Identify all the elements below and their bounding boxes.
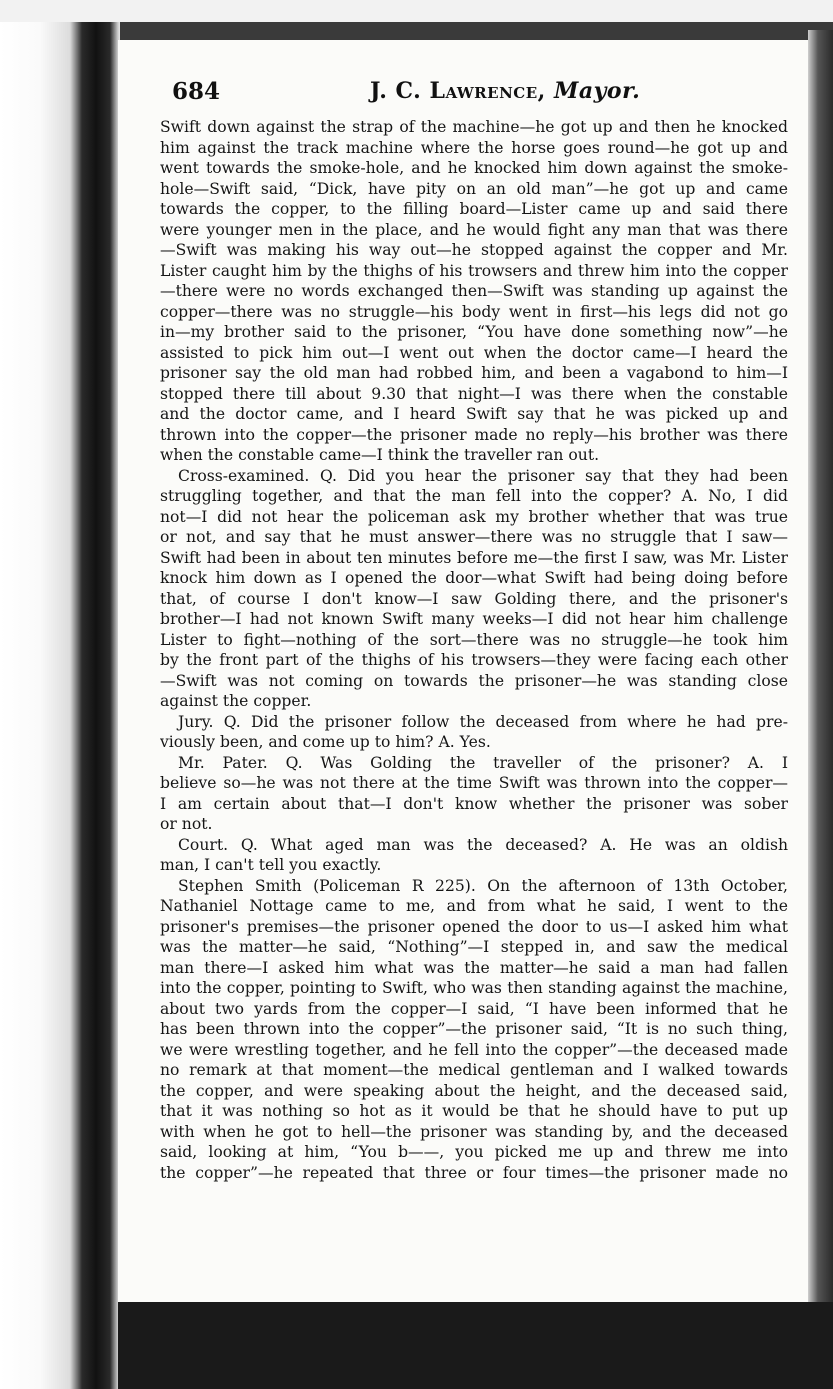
text-line: went towards the smoke-hole, and he knocked him down against the smoke- bbox=[160, 159, 788, 177]
text-line: assisted to pick him out—I went out when the doctor came—I heard the bbox=[160, 343, 788, 362]
text-line: was the matter—he said, “Nothing”—I stepped in, and saw the medical bbox=[160, 938, 788, 956]
text-line: Nathaniel Nottage came to me, and from what he said, I went to the bbox=[160, 897, 788, 915]
cross-examined-line: Cross-examined. Q. Did you hear the prisoner say that they had been bbox=[178, 466, 788, 485]
text-line: that, of course I don't know—I saw Golding there, and the prisoner's bbox=[160, 589, 788, 608]
text-line: were younger men in the place, and he would fight any man that was there bbox=[160, 220, 788, 239]
text-line: man there—I asked him what was the matter—he said a man had fallen bbox=[160, 958, 788, 977]
text-line: Swift down against the strap of the machine—he got up and then he knocked bbox=[160, 118, 788, 136]
book-gutter bbox=[0, 22, 120, 1389]
text-line: against the copper. bbox=[160, 692, 312, 710]
text-line: and the doctor came, and I heard Swift say that he was picked up and bbox=[160, 405, 788, 423]
text-line: —Swift was not coming on towards the prisoner—he was standing close bbox=[160, 671, 788, 690]
text-line: has been thrown into the copper”—the prisoner said, “It is no such thing, bbox=[160, 1020, 788, 1038]
text-line: believe so—he was not there at the time Swift was thrown into the copper— bbox=[160, 774, 788, 792]
text-line: I am certain about that—I don't know whether the prisoner was sober bbox=[160, 794, 788, 813]
text-line: brother—I had not known Swift many weeks—I did not hear him challenge bbox=[160, 610, 788, 628]
running-head-title: Mayor. bbox=[554, 78, 641, 104]
stephen-smith-line: Stephen Smith (Policeman R 225). On the afternoon of 13th October, bbox=[178, 876, 788, 895]
jury-line: Jury. Q. Did the prisoner follow the deceased from where he had pre- bbox=[178, 712, 788, 731]
running-head-name: Lawrence, bbox=[429, 78, 546, 104]
text-line: Lister caught him by the thighs of his trowsers and threw him into the copper bbox=[160, 261, 788, 280]
text-line: or not, and say that he must answer—there was no struggle that I saw— bbox=[160, 528, 788, 546]
text-line: Lister to fight—nothing of the sort—there was no struggle—he took him bbox=[160, 630, 788, 649]
text-line: him against the track machine where the horse goes round—he got up and bbox=[160, 138, 788, 157]
mr-pater-line: Mr. Pater. Q. Was Golding the traveller of the prisoner? A. I bbox=[178, 753, 788, 772]
text-line: knock him down as I opened the door—what Swift had being doing before bbox=[160, 569, 788, 587]
page-number: 684 bbox=[172, 78, 221, 105]
text-line: with when he got to hell—the prisoner was standing by, and the deceased bbox=[160, 1122, 788, 1141]
text-line: or not. bbox=[160, 815, 213, 833]
text-line: no remark at that moment—the medical gentleman and I walked towards bbox=[160, 1061, 788, 1079]
text-line: copper—there was no struggle—his body went in first—his legs did not go bbox=[160, 302, 788, 321]
text-line: in—my brother said to the prisoner, “You have done something now”—he bbox=[160, 323, 788, 341]
text-line: when the constable came—I think the traveller ran out. bbox=[160, 446, 600, 464]
page-header bbox=[172, 72, 792, 112]
text-line: not—I did not hear the policeman ask my brother whether that was true bbox=[160, 507, 788, 526]
text-line: by the front part of the thighs of his trowsers—they were facing each other bbox=[160, 651, 788, 669]
text-line: we were wrestling together, and he fell into the copper”—the deceased made bbox=[160, 1040, 788, 1059]
text-line: said, looking at him, “You b——, you picked me up and threw me into bbox=[160, 1143, 788, 1161]
running-head bbox=[370, 78, 640, 104]
text-line: prisoner say the old man had robbed him, and been a vagabond to him—I bbox=[160, 364, 788, 382]
text-line: the copper, and were speaking about the height, and the deceased said, bbox=[160, 1081, 788, 1100]
text-line: towards the copper, to the filling board—Lister came up and said there bbox=[160, 200, 788, 218]
page-right-edge bbox=[808, 30, 833, 1389]
text-line: the copper”—he repeated that three or four times—the prisoner made no bbox=[160, 1163, 788, 1182]
text-line: prisoner's premises—the prisoner opened the door to us—I asked him what bbox=[160, 917, 788, 936]
text-line: man, I can't tell you exactly. bbox=[160, 856, 382, 874]
court-line: Court. Q. What aged man was the deceased? A. He was an oldish bbox=[178, 835, 788, 854]
text-line: stopped there till about 9.30 that night—I was there when the constable bbox=[160, 384, 788, 403]
running-head-prefix: J. C. bbox=[370, 78, 430, 104]
text-line: hole—Swift said, “Dick, have pity on an old man”—he got up and came bbox=[160, 179, 788, 198]
text-line: Swift had been in about ten minutes before me—the first I saw, was Mr. Lister bbox=[160, 548, 788, 567]
text-line: that it was nothing so hot as it would be that he should have to put up bbox=[160, 1102, 788, 1120]
text-line: —there were no words exchanged then—Swift was standing up against the bbox=[160, 282, 788, 300]
text-line: about two yards from the copper—I said, “I have been informed that he bbox=[160, 999, 788, 1018]
text-line: into the copper, pointing to Swift, who was then standing against the machine, bbox=[160, 979, 788, 997]
testimony-text bbox=[160, 117, 788, 1183]
scan-top-strip bbox=[0, 0, 833, 22]
text-line: struggling together, and that the man fell into the copper? A. No, I did bbox=[160, 487, 788, 505]
text-line: thrown into the copper—the prisoner made no reply—his brother was there bbox=[160, 425, 788, 444]
scan-bottom-band bbox=[118, 1302, 833, 1389]
text-line: —Swift was making his way out—he stopped against the copper and Mr. bbox=[160, 241, 788, 259]
text-line: viously been, and come up to him? A. Yes. bbox=[160, 733, 491, 751]
